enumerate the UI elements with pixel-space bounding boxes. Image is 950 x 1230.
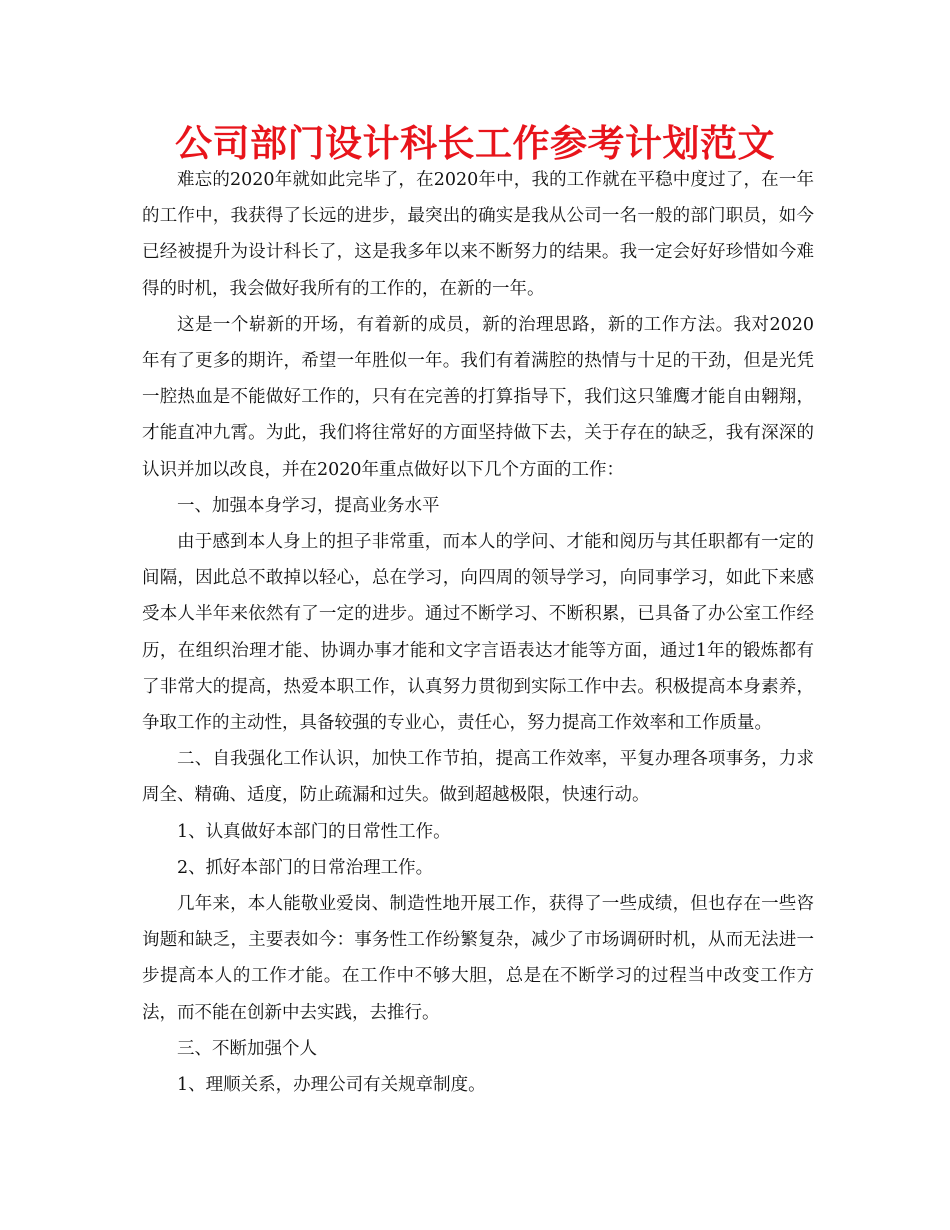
list-item-3: 1、理顺关系，办理公司有关规章制度。 [177,1075,486,1096]
document-title: 公司部门设计科长工作参考计划范文 [175,122,775,165]
list-item-2: 2、抓好本部门的日常治理工作。 [177,857,434,878]
paragraph-new-start: 这是一个崭新的开场，有着新的成员，新的治理思路，新的工作方法。我对2020年有了更多的期许，希望一年胜似一年。我们有着满腔的热情与十足的干劲，但是光凭一腔热血是不能做好工作的，只有在完善的打算指导下，我们这只雏鹰才能自由翱翔，才能直冲九霄。为此，我们将往常好的方面坚持做下去，关于存在的缺乏，我有深深的认识并加以改良，并在2020年重点做好以下几个方面的工作： [142,314,814,480]
document-body [142,162,814,1103]
paragraph-intro: 难忘的2020年就如此完毕了，在2020年中，我的工作就在平稳中度过了，在一年的工作中，我获得了长远的进步，最突出的确实是我从公司一名一般的部门职员，如今已经被提升为设计科长了，这是我多年以来不断努力的结果。我一定会好好珍惜如今难得的时机，我会做好我所有的工作的，在新的一年。 [142,170,814,299]
section-heading-2: 二、自我强化工作认识，加快工作节拍，提高工作效率，平复办理各项事务，力求周全、精确、适度，防止疏漏和过失。做到超越极限，快速行动。 [142,749,814,806]
paragraph-shortcomings: 几年来，本人能敬业爱岗、制造性地开展工作，获得了一些成绩，但也存在一些咨询题和缺乏，主要表如今：事务性工作纷繁复杂，减少了市场调研时机，从而无法进一步提高本人的工作才能。在工作中不够大胆，总是在不断学习的过程当中改变工作方法，而不能在创新中去实践，去推行。 [142,894,814,1023]
section-heading-1: 一、加强本身学习，提高业务水平 [177,495,440,516]
paragraph-study: 由于感到本人身上的担子非常重，而本人的学问、才能和阅历与其任职都有一定的间隔，因此总不敢掉以轻心，总在学习，向四周的领导学习，向同事学习，如此下来感受本人半年来依然有了一定的进步。通过不断学习、不断积累，已具备了办公室工作经历，在组织治理才能、协调办事才能和文字言语表达才能等方面，通过1年的锻炼都有了非常大的提高，热爱本职工作，认真努力贯彻到实际工作中去。积极提高本身素养，争取工作的主动性，具备较强的专业心，责任心，努力提高工作效率和工作质量。 [142,532,814,734]
section-heading-3: 三、不断加强个人 [177,1038,317,1059]
list-item-1: 1、认真做好本部门的日常性工作。 [177,821,451,842]
